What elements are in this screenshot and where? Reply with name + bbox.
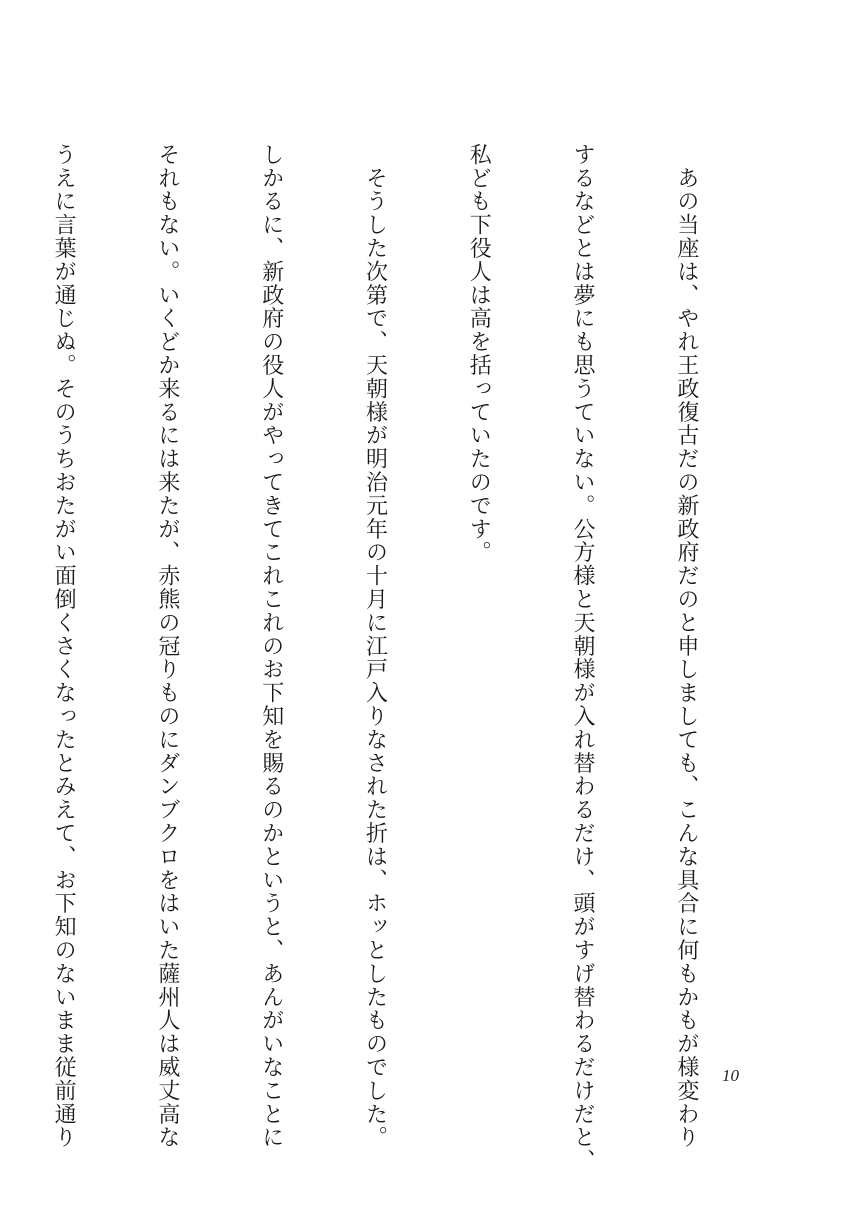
text-line: そうした次第で、天朝様が明治元年の十月に江戸入りなされた折は、ホッとしたものでした。 (362, 143, 388, 1150)
text-line: するなどとは夢にも思うていない。公方様と天朝様が入れ替わるだけ、頭がすげ替わるだけだと、 (570, 143, 596, 1173)
vertical-text-body (0, 143, 772, 1173)
text-line: 私ども下役人は高を括っていたのです。 (466, 143, 492, 565)
text-line: しかるに、新政府の役人がやってきてこれこれのお下知を賜るのかというと、あんがいなことに (258, 143, 284, 1150)
page-number: 10 (722, 1066, 739, 1085)
text-line: それもない。いくどか来るには来たが、赤熊の冠りものにダンブクロをはいた薩州人は威丈高な (154, 143, 180, 1150)
text-line: あの当座は、やれ王政復古だの新政府だのと申しましても、こんな具合に何もかもが様変わり (673, 143, 699, 1150)
text-line: うえに言葉が通じぬ。そのうちおたがい面倒くさくなったとみえて、お下知のないまま従前通り (51, 143, 77, 1150)
